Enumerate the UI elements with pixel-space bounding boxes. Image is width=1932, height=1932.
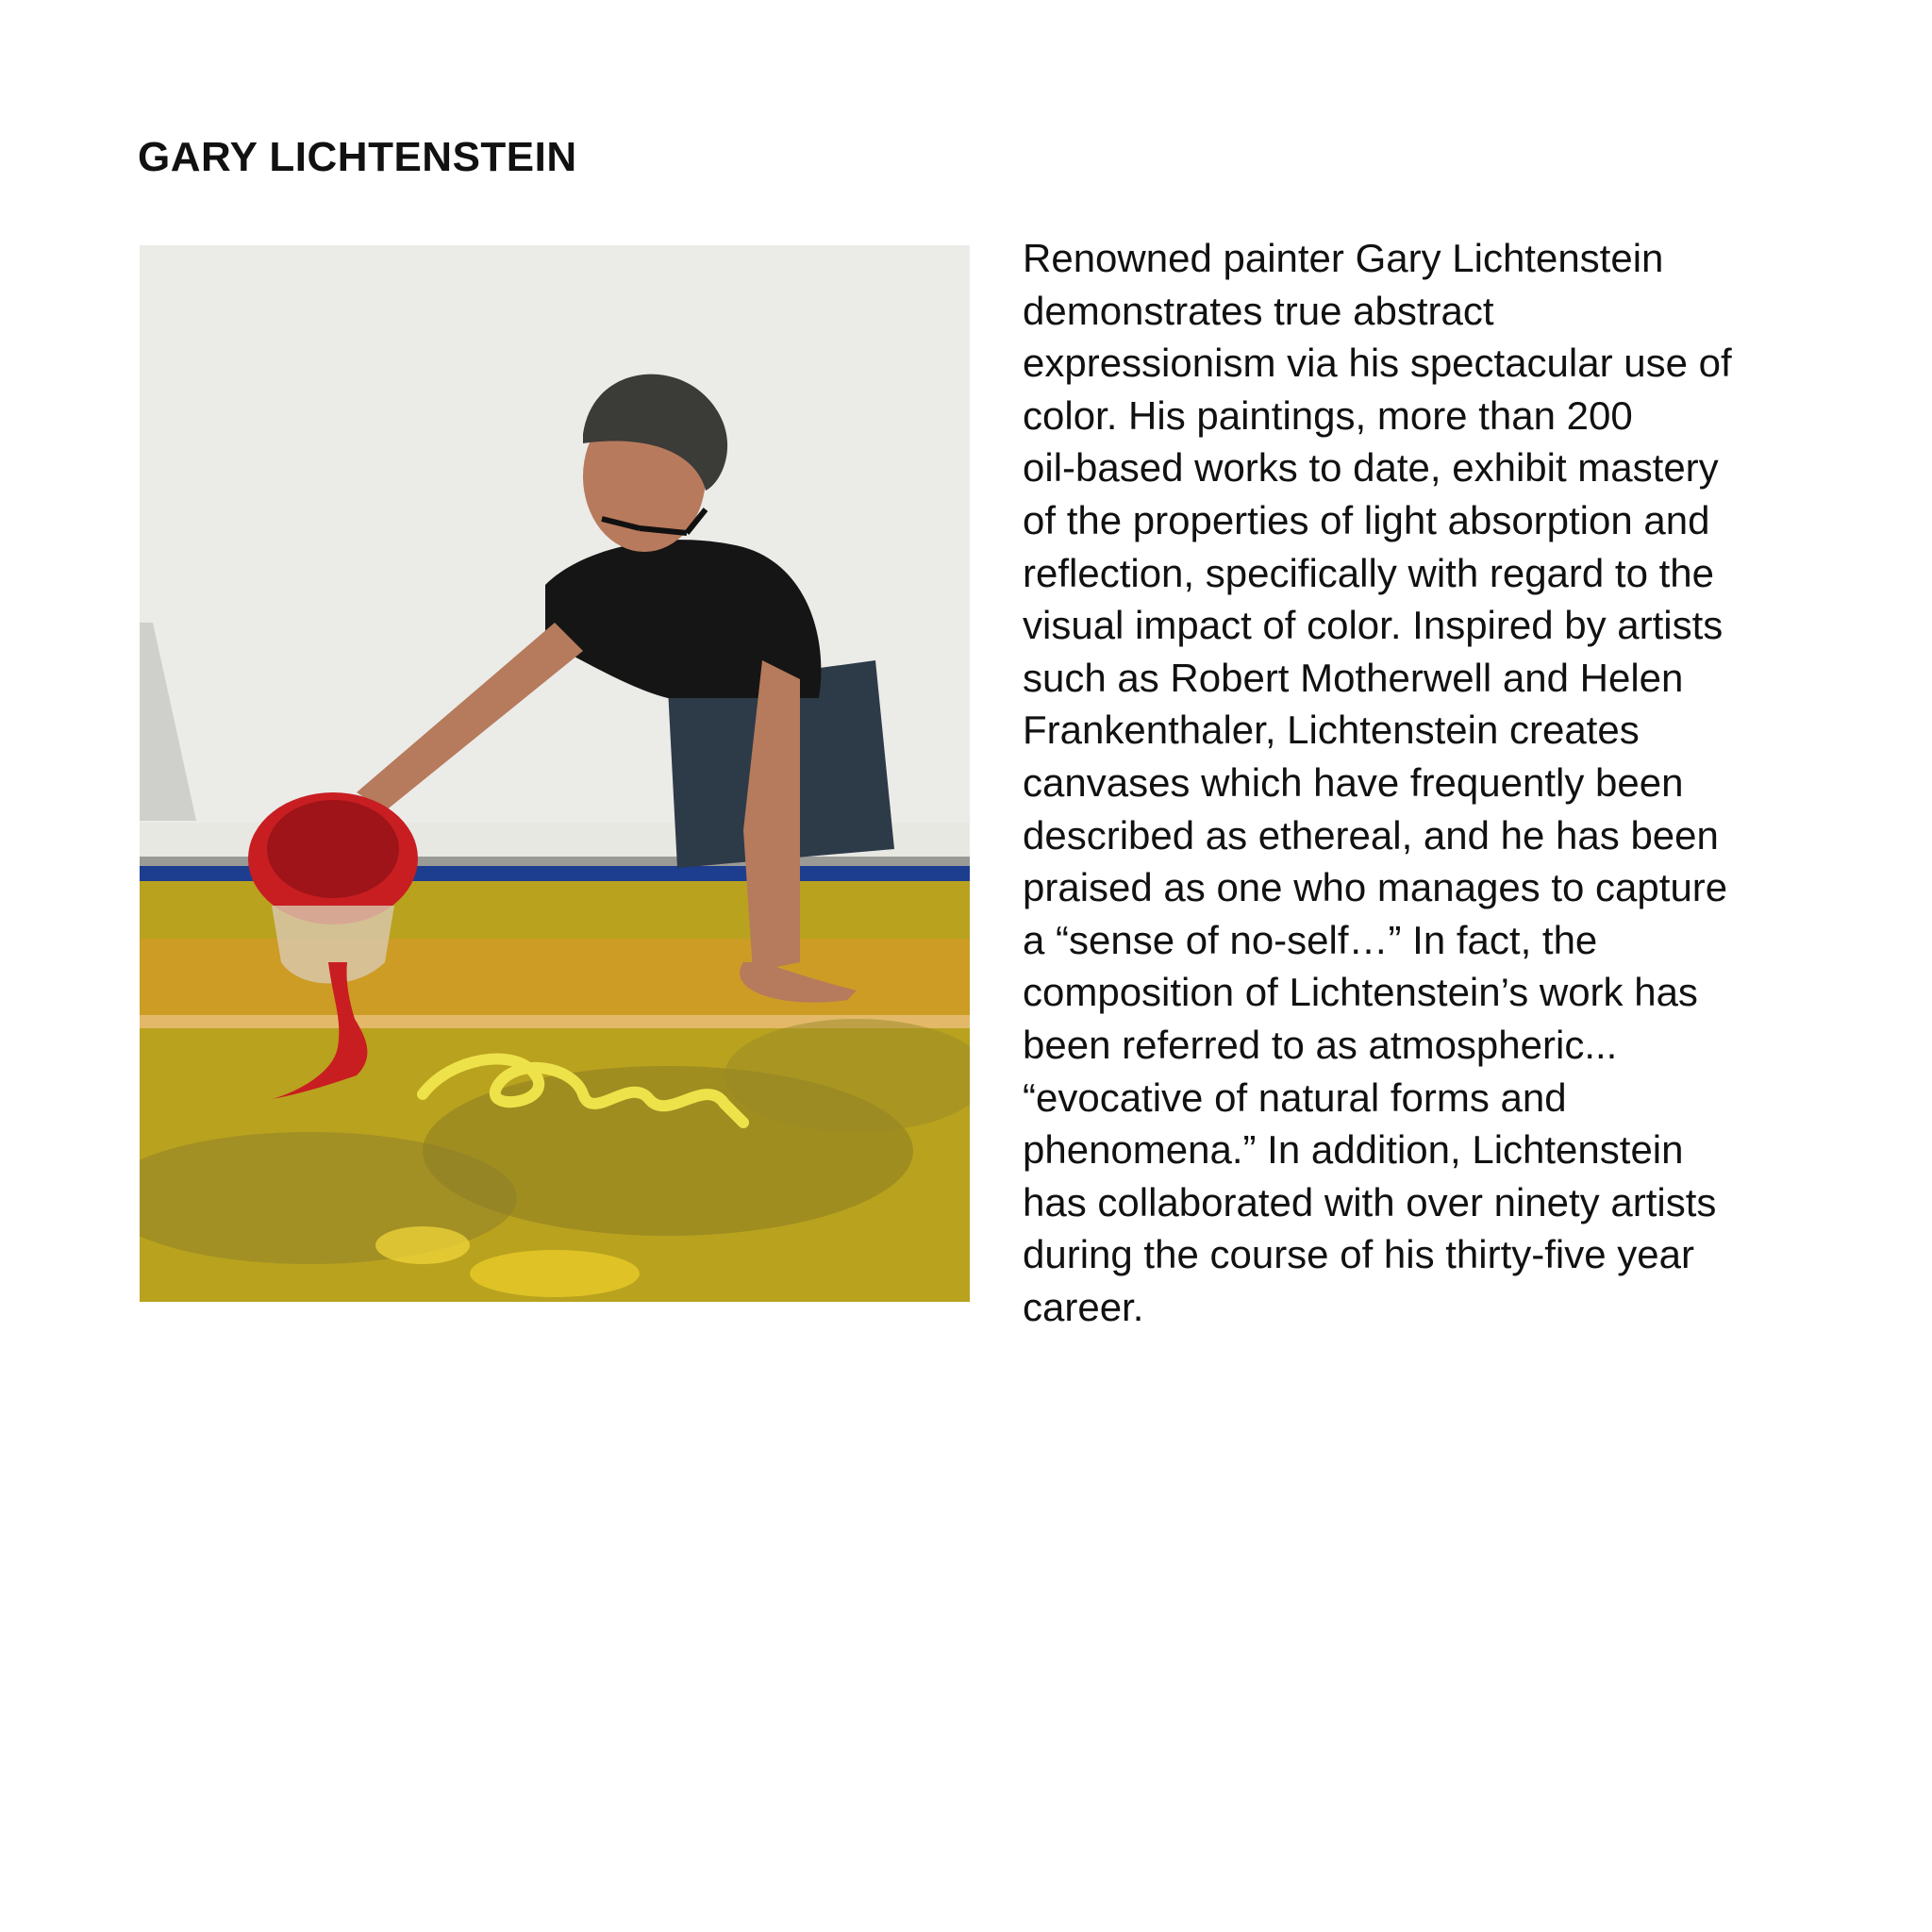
bio-line: Frankenthaler, Lichtenstein creates (1023, 708, 1640, 753)
bio-line: described as ethereal, and he has been (1023, 812, 1719, 858)
bio-line: Renowned painter Gary Lichtenstein (1023, 236, 1664, 280)
bio-line: been referred to as atmospheric... (1023, 1022, 1618, 1067)
bio-line: reflection, specifically with regard to the (1023, 550, 1715, 595)
bio-line: expressionism via his spectacular use of (1023, 341, 1732, 386)
bio-line: such as Robert Motherwell and Helen (1023, 655, 1684, 700)
bio-text (1023, 232, 1806, 1333)
bio-line: oil-based works to date, exhibit mastery (1023, 445, 1719, 491)
yellow-highlight-1 (470, 1250, 640, 1297)
bio-line: visual impact of color. Inspired by artists (1023, 603, 1724, 648)
bio-line: during the course of his thirty-five year (1023, 1232, 1694, 1277)
paint-bucket-inner (267, 800, 399, 898)
bio-line: of the properties of light absorption and (1023, 497, 1710, 542)
bio-line: color. His paintings, more than 200 (1023, 392, 1633, 438)
bio-line: a “sense of no-self…” In fact, the (1023, 917, 1598, 962)
bio-line: has collaborated with over ninety artists (1023, 1179, 1717, 1224)
artist-photo (140, 245, 970, 1302)
bio-line: demonstrates true abstract (1023, 288, 1494, 333)
artist-photo-illustration (140, 245, 970, 1302)
bio-line: praised as one who manages to capture (1023, 865, 1728, 910)
bio-line: career. (1023, 1284, 1144, 1329)
canvas-orange-band (140, 939, 970, 1028)
bio-line: composition of Lichtenstein’s work has (1023, 970, 1698, 1015)
bio-line: “evocative of natural forms and (1023, 1074, 1567, 1120)
yellow-highlight-2 (375, 1226, 470, 1264)
bio-line: phenomena.” In addition, Lichtenstein (1023, 1127, 1684, 1173)
page-title: GARY LICHTENSTEIN (138, 134, 577, 180)
bio-line: canvases which have frequently been (1023, 759, 1684, 805)
